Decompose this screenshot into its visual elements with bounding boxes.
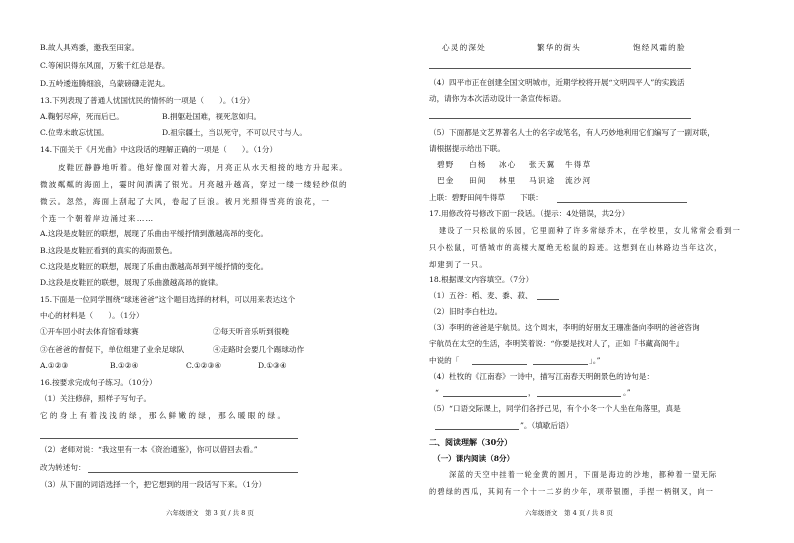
q14-option-a: A.这段是皮鞋匠的联想，展现了乐曲由平缓抒情到激越高昂的变化。 [40, 229, 269, 238]
q18-part-4: （4）杜牧的《江南春》一诗中，描写江南春天明朗景色的诗句是： [429, 372, 655, 381]
q14-option-c: C.这段是皮鞋匠的联想，展现了乐曲由激越高昂到平缓抒情的变化。 [40, 262, 269, 271]
q16-example-sentence: 它的身上有着浅浅的绿，那么鲜嫩的绿，那么暖眼的绿。 [40, 411, 288, 420]
q15-option-a: A.①②③ [40, 361, 69, 370]
passage-line-4: 个连一个朝着岸边涌过来…… [40, 214, 155, 223]
name-item: 碧野 [437, 160, 455, 169]
question-13: 13.下列表现了普通人忧国忧民的情怀的一项是（ ）。（1分） [40, 96, 255, 105]
name-item: 林里 [499, 176, 517, 185]
name-item: 流沙河 [565, 176, 592, 185]
answer-line [537, 396, 621, 397]
answer-line [533, 364, 588, 365]
answer-line [40, 438, 298, 439]
q18-part-3: （3）李明的爸爸是宇航员。这个周末，李明的好朋友王珊准备向李明的爸爸咨询 [429, 323, 700, 332]
answer-line [429, 118, 691, 119]
name-item: 牛得草 [565, 160, 592, 169]
q16-part-3: （3）从下面的词语选择一个，把它想到的用一段话写下来。（1分） [40, 480, 267, 489]
q17-passage-1: 建设了一只松鼠的乐园，它里面种了许多常绿乔木，在学校里，女儿常常会看到一 [439, 226, 741, 235]
page-4 [397, 0, 794, 543]
answer-line [443, 396, 527, 397]
name-item: 白杨 [469, 160, 487, 169]
q18-part-3-end-a: 中说的「 [429, 356, 460, 365]
q15-option-d: D.①③④ [258, 361, 287, 370]
question-15-cont: 中心的材料是（ ）。（1分） [40, 311, 144, 320]
answer-line [557, 202, 687, 203]
name-item: 冰心 [499, 160, 517, 169]
answer-line [88, 472, 298, 473]
q18-part-4-open: “ [435, 388, 439, 397]
q13-option-c: C.位卑未敢忘忧国。 [40, 128, 109, 137]
reading-passage-2: 的碧绿的西瓜，其间有一个十一二岁的少年，项带银圈，手捏一柄钢叉，向一 [429, 487, 715, 496]
page-footer: 六年级语文 第 4 页 / 共 8 页 [525, 509, 613, 517]
answer-line [429, 68, 691, 69]
passage-line-2: 微波粼粼的海面上，霎时间洒满了银光。月亮越升越高，穿过一缕一缕轻纱似的 [40, 180, 348, 189]
page-footer: 六年级语文 第 3 页 / 共 8 页 [166, 509, 254, 517]
question-14: 14.下面关于《月光曲》中这段话的理解正确的一项是（ ）。（1分） [40, 145, 278, 154]
names-row-2 [437, 177, 601, 186]
passage-line-1: 皮鞋匠静静地听着。他好像面对着大海，月亮正从水天相接的地方升起来。 [58, 163, 349, 172]
q17-passage-2: 只小松鼠，可惜城市的高楼大厦绝无松鼠的踪迹。这想到在山林路边当年这次， [429, 243, 723, 252]
option-d-line: D.五岭逶迤腾细浪，乌蒙磅礴走泥丸。 [40, 79, 170, 88]
question-16: 16.按要求完成句子练习。（10分） [40, 378, 157, 387]
material-4: ④走路时会要几个踢球动作 [213, 345, 305, 354]
q16-part-4: （4）四平市正在创建全国文明城市，近期学校将开展“文明四平人”的实践活 [429, 78, 685, 87]
subsection-in-class-reading: （一）课内阅读（8分） [433, 454, 515, 463]
q15-option-b: B.①②④ [110, 361, 139, 370]
q18-part-5-end: ”。（填歇后语） [520, 421, 574, 430]
q16-part-5: （5）下面都是文艺界著名人士的名字或笔名，有人巧妙地利用它们编写了一副对联， [429, 128, 715, 137]
q13-option-a: A.鞠躬尽瘁，死而后已。 [40, 112, 124, 121]
q14-option-d: D.这段是皮鞋匠的联想，展现了乐曲激越高昂的旋律。 [40, 278, 223, 287]
passage-line-3: 微云。忽然，海面上刮起了大风，卷起了巨浪。被月光照得雪亮的浪花，一 [40, 197, 331, 206]
material-3: ③在爸爸的督促下，单位组建了业余足球队 [40, 345, 185, 354]
answer-line [472, 364, 527, 365]
q14-option-b: B.这段是皮鞋匠看到的真实的海面景色。 [40, 246, 178, 255]
q18-part-2: （2）旧时李白杜边。 [429, 307, 503, 316]
phrase-3: 饱经风霜的脸 [633, 43, 686, 52]
q16-part-2-label: 改为转述句： [40, 463, 86, 472]
question-17: 17.用修改符号修改下面一段话。（提示：4处错误，共2分） [429, 209, 630, 218]
q13-option-d: D.祖宗疆土，当以死守，不可以尺寸与人。 [162, 128, 307, 137]
reading-passage-1: 深蓝的天空中挂着一轮金黄的圆月，下面是海边的沙地，都种着一望无际 [449, 470, 718, 479]
q16-part-4-cont: 动，请你为本次活动设计一条宣传标语。 [429, 94, 566, 103]
question-18: 18.根据课文内容填空。（7分） [429, 275, 534, 284]
name-item: 马识途 [529, 176, 556, 185]
answer-line [537, 299, 559, 300]
question-15: 15.下面是一位同学围绕“球迷爸爸”这个题目选择的材料，可以用来表达这个 [40, 295, 296, 304]
name-item: 巴金 [437, 176, 455, 185]
phrase-1: 心灵的深处 [442, 43, 486, 52]
q13-option-b: B.捐躯赴国难，视死忽如归。 [162, 112, 262, 121]
q16-part-5-cont: 请根据提示给出下联。 [429, 144, 505, 153]
q16-part-2: （2）老师对说：“我这里有一本《资治通鉴》，你可以借回去看。” [40, 445, 258, 454]
material-1: ①开车回小时去体育馆看球赛 [40, 327, 139, 336]
q18-part-3-cont: 宇航员在太空的生活，李明笑着说：“你要是找对人了，正如『书藏高阁牛』 [429, 339, 684, 348]
couplet-line: 上联：碧野田间牛得草 下联： [429, 193, 543, 202]
phrase-2: 繁华的街头 [537, 43, 581, 52]
option-b-line: B.故人具鸡黍，邀我至田家。 [40, 43, 140, 52]
q18-part-4-close: 。” [623, 388, 631, 397]
section-reading: 二、阅读理解（30分） [429, 437, 513, 447]
q18-part-1: （1）五谷：稻、麦、黍、菽、 [429, 291, 533, 300]
answer-line [435, 429, 519, 430]
material-2: ②每天听音乐听到很晚 [213, 327, 289, 336]
name-item: 张天翼 [529, 160, 556, 169]
q18-part-5: （5）“口语交际课上，同学们各抒己见，有个小冬一个人坐在角落里，真是 [429, 404, 681, 413]
q16-part-1: （1）关注修辞，照样子写句子。 [40, 394, 152, 403]
q18-part-4-comma: ， [528, 388, 536, 397]
names-row-1 [437, 161, 601, 170]
name-item: 田间 [469, 176, 487, 185]
option-c-line: C.等闲识得东风面，万紫千红总是春。 [40, 61, 170, 70]
q17-passage-3: 却建到了一只。 [429, 260, 488, 269]
q15-option-c: C.①②③④ [186, 361, 222, 370]
q18-part-3-end-b: 」。” [589, 356, 601, 365]
